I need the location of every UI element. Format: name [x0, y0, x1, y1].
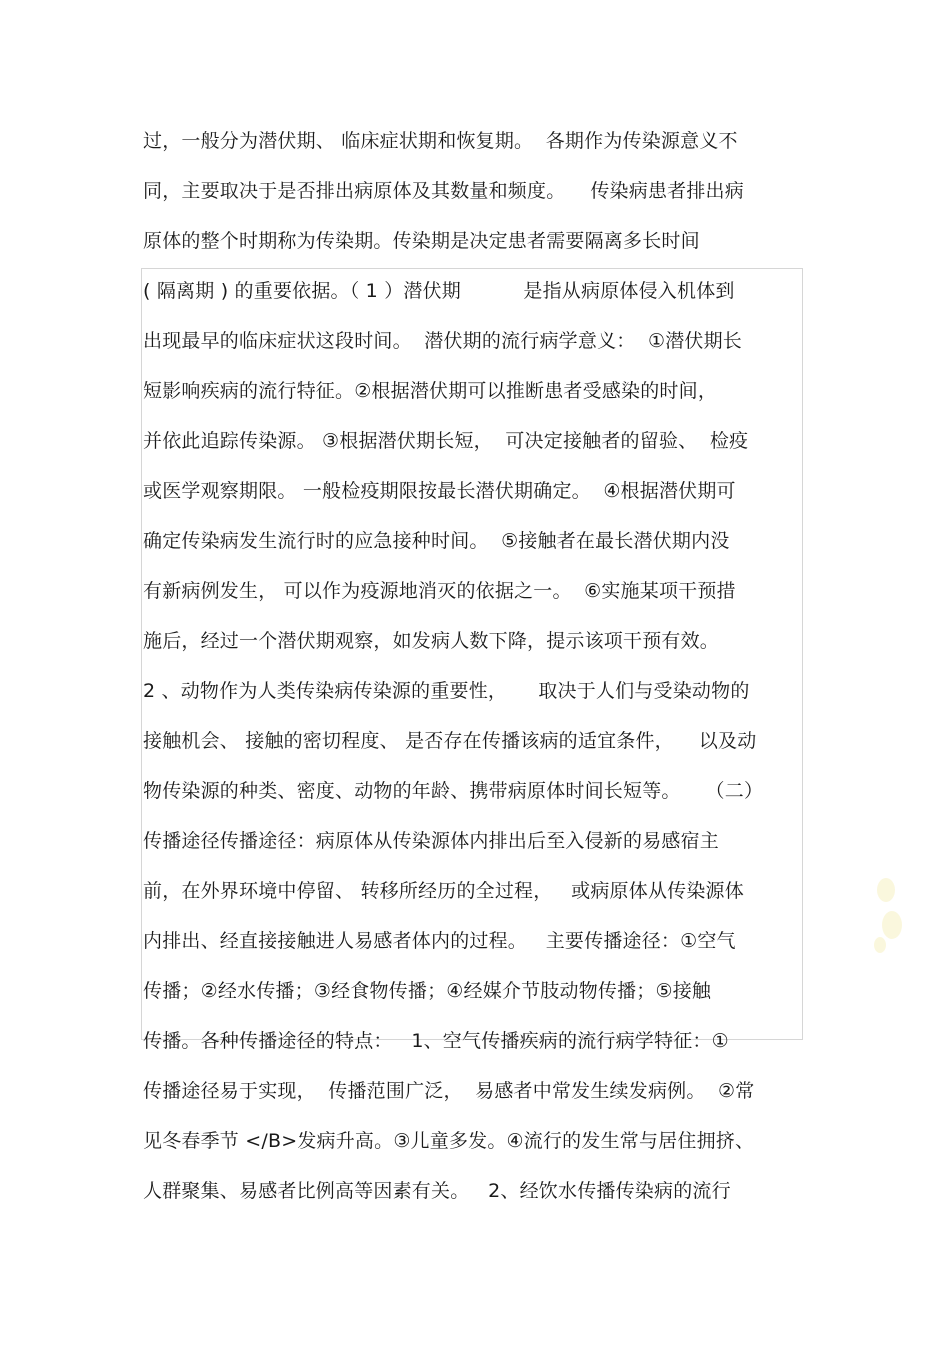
text-line: 确定传染病发生流行时的应急接种时间。 ⑤接触者在最长潜伏期内没 [143, 530, 730, 552]
text-line: 出现最早的临床症状这段时间。 潜伏期的流行病学意义： ①潜伏期长 [143, 330, 742, 352]
text-line: 2 、动物作为人类传染病传染源的重要性， 取决于人们与受染动物的 [143, 680, 750, 702]
text-line: 传播途径传播途径：病原体从传染源体内排出后至入侵新的易感宿主 [143, 830, 720, 852]
text-line: 物传染源的种类、密度、动物的年龄、携带病原体时间长短等。 （二） [143, 780, 764, 802]
text-line: 传播途径易于实现， 传播范围广泛， 易感者中常发生续发病例。 ②常 [143, 1080, 755, 1102]
text-line: 并依此追踪传染源。 ③根据潜伏期长短， 可决定接触者的留验、 检疫 [143, 430, 749, 452]
text-line: 同，主要取决于是否排出病原体及其数量和频度。 传染病患者排出病 [143, 180, 744, 202]
text-line: 过，一般分为潜伏期、 临床症状期和恢复期。 各期作为传染源意义不 [143, 130, 738, 152]
text-line: 人群聚集、易感者比例高等因素有关。 2、经饮水传播传染病的流行 [143, 1180, 731, 1202]
faint-watermark-icon [862, 870, 908, 960]
text-line: 原体的整个时期称为传染期。传染期是决定患者需要隔离多长时间 [143, 230, 700, 252]
body-text [143, 116, 808, 1216]
text-line: 传播。各种传播途径的特点： 1、空气传播疾病的流行病学特征：① [143, 1030, 729, 1052]
text-line: 见冬春季节 </B>发病升高。③儿童多发。④流行的发生常与居住拥挤、 [143, 1130, 755, 1152]
text-line: 或医学观察期限。 一般检疫期限按最长潜伏期确定。 ④根据潜伏期可 [143, 480, 736, 502]
text-line: ( 隔离期 ) 的重要依据。（ 1 ）潜伏期 是指从病原体侵入机体到 [143, 280, 735, 302]
text-line: 接触机会、 接触的密切程度、 是否存在传播该病的适宜条件， 以及动 [143, 730, 757, 752]
text-line: 施后，经过一个潜伏期观察，如发病人数下降，提示该项干预有效。 [143, 630, 720, 652]
text-line: 有新病例发生， 可以作为疫源地消灭的依据之一。 ⑥实施某项干预措 [143, 580, 736, 602]
text-line: 短影响疾病的流行特征。②根据潜伏期可以推断患者受感染的时间， [143, 380, 718, 402]
text-line: 传播；②经水传播；③经食物传播；④经媒介节肢动物传播；⑤接触 [143, 980, 712, 1002]
text-line: 前，在外界环境中停留、 转移所经历的全过程， 或病原体从传染源体 [143, 880, 744, 902]
text-line: 内排出、经直接接触进人易感者体内的过程。 主要传播途径：①空气 [143, 930, 736, 952]
